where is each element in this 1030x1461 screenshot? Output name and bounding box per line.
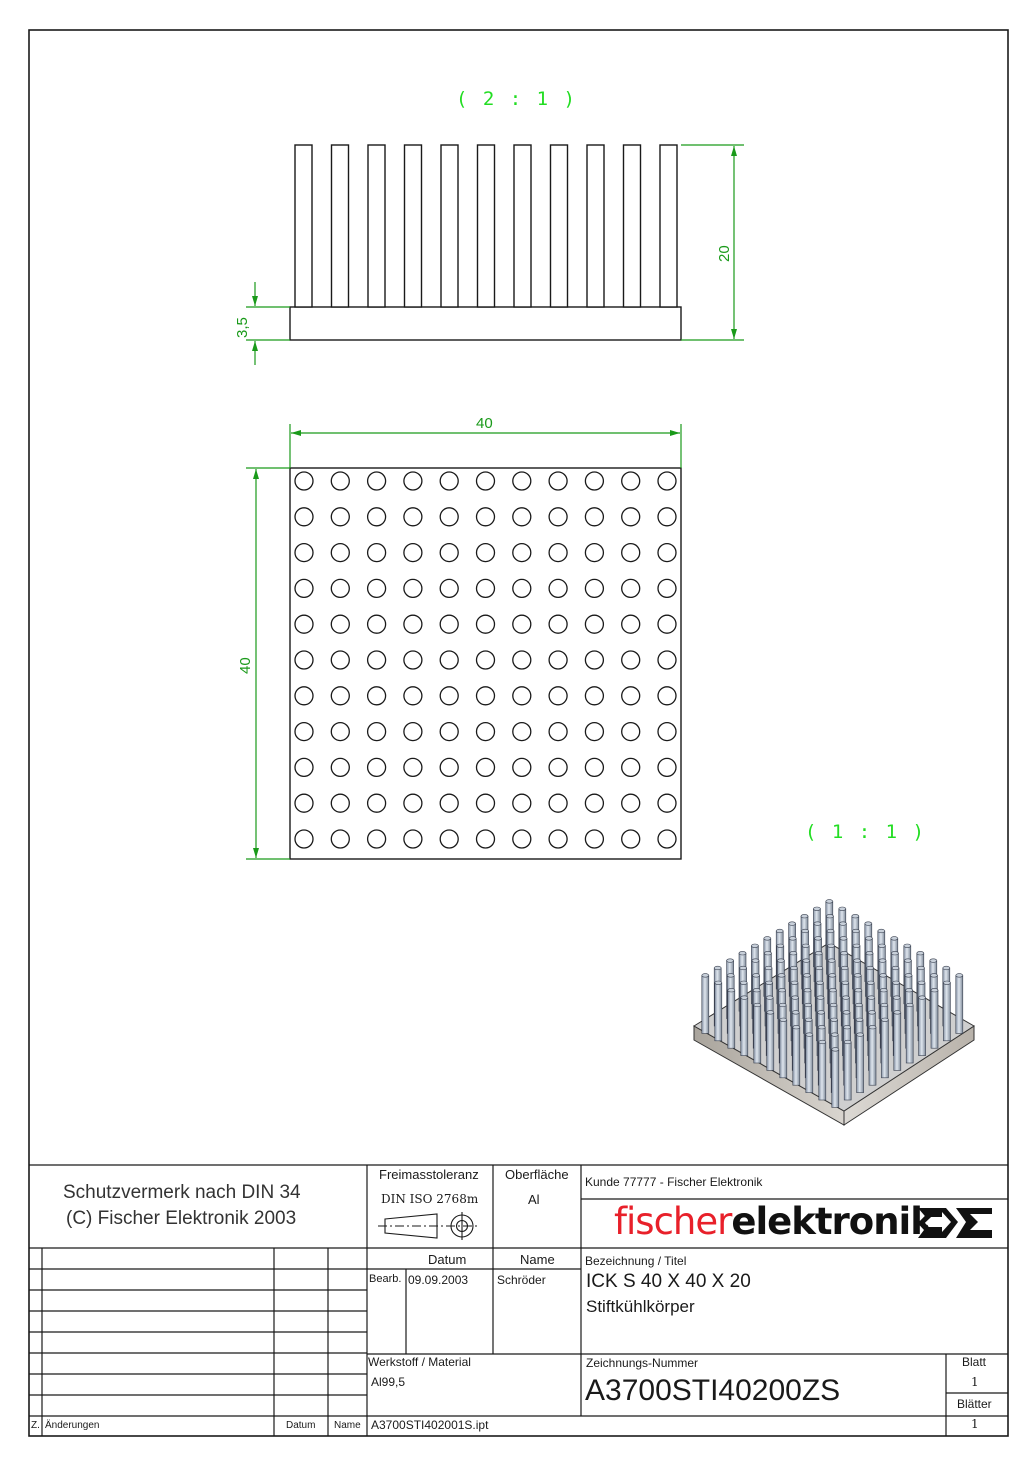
iso-pin <box>728 988 735 1048</box>
iso-pin <box>832 1048 839 1108</box>
scale-label-iso: ( 1 : 1 ) <box>805 821 926 843</box>
file-name: A3700STI402001S.ipt <box>371 1418 489 1432</box>
editor-label: Bearb. <box>369 1273 402 1285</box>
drawing-number-label: Zeichnungs-Nummer <box>586 1356 699 1370</box>
date-header: Datum <box>428 1252 467 1267</box>
iso-pin <box>780 1018 787 1078</box>
fin <box>441 145 458 307</box>
dim-text-width: 40 <box>476 415 493 432</box>
fin <box>587 145 604 307</box>
iso-pins <box>702 900 963 1108</box>
editor-date: 09.09.2003 <box>408 1273 469 1287</box>
sheets-value: 1 <box>971 1417 979 1431</box>
iso-pin <box>857 1033 864 1093</box>
iso-pin <box>956 974 963 1034</box>
fin-row <box>295 145 677 307</box>
copyright-line-2: (C) Fischer Elektronik 2003 <box>66 1208 297 1229</box>
iso-pin <box>869 1025 876 1085</box>
fin <box>295 145 312 307</box>
surface-value: Al <box>528 1192 540 1207</box>
editor-name: Schröder <box>497 1273 546 1287</box>
sheet-label: Blatt <box>962 1355 987 1369</box>
logo-text-part2: elektronik <box>731 1200 934 1243</box>
iso-pin <box>754 1003 761 1063</box>
revision-changes-header: Änderungen <box>45 1420 100 1431</box>
copyright-line-1: Schutzvermerk nach DIN 34 <box>63 1182 301 1203</box>
fin <box>368 145 385 307</box>
title-line-1: ICK S 40 X 40 X 20 <box>586 1271 751 1292</box>
revision-z-header: Z. <box>31 1420 40 1431</box>
fin <box>332 145 349 307</box>
drawing-number: A3700STI40200ZS <box>585 1374 841 1407</box>
iso-pin <box>767 1011 774 1071</box>
iso-pin <box>931 988 938 1048</box>
revision-name-header: Name <box>334 1420 361 1431</box>
iso-pin <box>793 1025 800 1085</box>
material-label: Werkstoff / Material <box>368 1355 471 1369</box>
iso-pin <box>844 1040 851 1100</box>
tolerance-value: DIN ISO 2768m <box>381 1192 479 1206</box>
name-header: Name <box>520 1252 555 1267</box>
heatsink-base-side <box>290 307 681 340</box>
dim-text-base-height: 3,5 <box>234 317 251 338</box>
iso-pin <box>702 974 709 1034</box>
fin <box>514 145 531 307</box>
dim-text-depth: 40 <box>237 657 254 674</box>
scale-label-side: ( 2 : 1 ) <box>456 88 577 110</box>
company-logo <box>614 1200 934 1243</box>
iso-pin <box>906 1003 913 1063</box>
iso-pin <box>806 1033 813 1093</box>
sheet-value: 1 <box>971 1375 979 1389</box>
isometric-view <box>694 900 974 1125</box>
title-label: Bezeichnung / Titel <box>585 1254 687 1268</box>
iso-pin <box>919 996 926 1056</box>
fin <box>624 145 641 307</box>
fin <box>405 145 422 307</box>
iso-pin <box>881 1018 888 1078</box>
iso-pin <box>741 996 748 1056</box>
iso-pin <box>819 1040 826 1100</box>
customer-text: Kunde 77777 - Fischer Elektronik <box>585 1175 763 1189</box>
dim-text-fin-height: 20 <box>716 245 733 262</box>
iso-pin <box>894 1011 901 1071</box>
material-value: Al99,5 <box>371 1375 406 1389</box>
title-line-2: Stiftkühlkörper <box>586 1297 695 1316</box>
fin <box>660 145 677 307</box>
iso-pin <box>715 981 722 1041</box>
fin <box>551 145 568 307</box>
side-view <box>290 145 681 340</box>
dimension-base-height <box>246 282 290 365</box>
fin <box>478 145 495 307</box>
tolerance-label: Freimasstoleranz <box>379 1167 479 1182</box>
logo-text-part1: fischer <box>614 1200 732 1243</box>
iso-pin <box>943 981 950 1041</box>
sheets-label: Blätter <box>957 1397 992 1411</box>
projection-symbol-icon <box>378 1212 480 1240</box>
surface-label: Oberfläche <box>505 1167 569 1182</box>
revision-date-header: Datum <box>286 1420 316 1431</box>
dimension-fin-height <box>681 145 744 340</box>
